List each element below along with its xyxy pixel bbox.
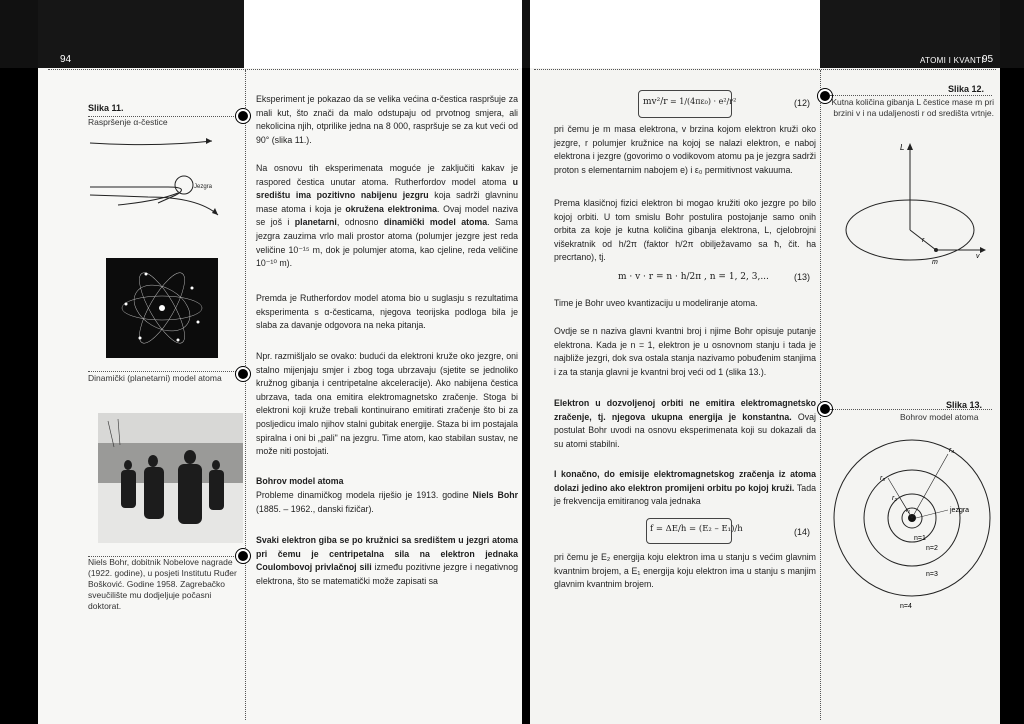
- bohr-orbits-diagram: [830, 432, 996, 612]
- paragraph-postulate-1: Svaki elektron giba se po kružnici sa središtem u jezgri atoma pri čemu je centripetalna sila na elektron jednaka Coulombovoj privlačnoj sili između pozitivne jezgre i negativnog elektrona, što se matematički može zapisati sa: [256, 535, 518, 586]
- left-page: [38, 0, 522, 724]
- arrow-head-1: [206, 138, 212, 144]
- label-nucleus: jezgra: [950, 507, 970, 514]
- scattering-diagram: [88, 135, 258, 245]
- alpha-track-1: [90, 141, 212, 145]
- right-page: [530, 0, 1000, 724]
- label-n2: n=2: [926, 545, 938, 552]
- bohr-photo: [98, 413, 243, 543]
- right-header-white: [530, 0, 820, 68]
- equation-12-number: (12): [794, 98, 811, 108]
- column-divider-right: [820, 70, 821, 720]
- label-r2: r₂: [892, 495, 898, 502]
- alpha-track-3: [90, 195, 218, 215]
- fig11-bullet: [236, 109, 250, 123]
- photo-bullet: [236, 549, 250, 563]
- fig12-rule: [830, 95, 992, 96]
- label-r3: r₃: [880, 475, 886, 482]
- label-m: m: [932, 259, 938, 266]
- fig11-caption: Raspršenje α-čestice: [88, 117, 168, 127]
- paragraph-quantum-number: Ovdje se n naziva glavni kvantni broj i njime Bohr opisuje putanje elektrona. Kada je n = 1, elektron je u osnovnom stanju i tada je najbliže jezgri, dok sva ostala stanja nazivamo pobuđenim stanjima i za ta stanja glavni je kvantni broj veći od 1 (slika 13.).: [554, 326, 816, 377]
- left-header-white: [244, 0, 522, 68]
- photo-caption: Niels Bohr, dobitnik Nobelove nagrade (1922. godine), u posjeti Institutu Ruđer Bošković. Godine 1958. Zagrebačko sveučilište mu dodjeljuje počasni doktorat.: [88, 557, 237, 611]
- equation-14: f = ΔE/h = (E₂ – E₁)/h: [650, 524, 743, 534]
- fig11-title: Slika 11.: [88, 103, 124, 113]
- label-n3: n=3: [926, 571, 938, 578]
- paragraph-bohr-intro: Probleme dinamičkog modela riješio je 1913. godine Niels Bohr (1885. – 1962., danski fizičar).: [256, 490, 518, 514]
- paragraph-orbits: Prema klasičnoj fizici elektron bi mogao kružiti oko jezgre po bilo kojoj orbiti. U tom smislu Bohr postulira postojanje samo onih orbita za koje je kutna količina gibanja elektrona, L, cjelobrojni višekratnik od h/2π (faktor h/2π obilježavamo sa ħ, čit. ha precrtano), tj.: [554, 198, 816, 263]
- paragraph-rutherford: Na osnovu tih eksperimenata moguće je zaključiti kakav je raspored čestica unutar atoma. Rutherfordov model atoma u središtu ima pozitivno nabijenu jezgru koja sadrži glavninu mase atoma i koja je okružena elektronima. Ovaj model naziva se još i planetarni, odnosno dinamički model atoma. Sama jezgra zauzima vrlo mali prostor atoma (polumjer jezgre jest reda veličine 10⁻¹⁵ m, dok je polumjer atoma, kao cjeline, reda veličine 10⁻¹⁰ m).: [256, 163, 518, 269]
- label-n4: n=4: [900, 603, 912, 610]
- nucleus-label: Jezgra: [194, 184, 213, 190]
- planetary-model-image: [106, 258, 218, 358]
- label-L: L: [900, 143, 905, 152]
- paragraph-npr: Npr. razmišljalo se ovako: budući da elektroni kruže oko jezgre, oni stalno mijenjaju smjer i zbog toga ubrzavaju (sjetite se jednoliko kružnog gibanja i centripetalne akceleracije). Ako nabijena čestica ubrzava, tada ona emitira elektromagnetsko zračenje. Stoga bi elektroni koji kruže trebali kontinuirano emitirati zračenje što bi za posljedicu imalo njihov stalni gubitak energije. Staza bi im postajala spiralna i oni bi „pali" na jezgru. Time atom, kao stabilan sustav, ne može niti postojati.: [256, 351, 518, 457]
- equation-13-number: (13): [794, 272, 811, 282]
- header-rule: [48, 69, 518, 70]
- page-number-left: 94: [60, 54, 72, 65]
- paragraph-postulate-3: I konačno, do emisije elektromagnetskog zračenja iz atoma dolazi jedino ako elektron promijeni orbitu po kojoj kruži. Tada je frekvencija emitiranog vala jednaka: [554, 469, 816, 507]
- paragraph-symbols: pri čemu je m masa elektrona, v brzina kojom elektron kruži oko jezgre, r polumjer kružnice na kojoj se nalazi elektron, e naboj elektrona i jezgre (govorimo o vodikovom atomu pa je jezgra sadrži proton s elementarnim nabojem e) i ε₀ permitivnost vakuuma.: [554, 124, 816, 175]
- fig12-title: Slika 12.: [948, 84, 985, 94]
- label-v: v: [976, 253, 980, 260]
- angular-momentum-diagram: [828, 138, 996, 268]
- planetary-caption: Dinamički (planetarni) model atoma: [88, 373, 222, 383]
- fig13-caption: Bohrov model atoma: [900, 412, 979, 422]
- nucleus-circle: [175, 176, 193, 194]
- equation-12-rhs: = 1/(4πε₀) · e²/r²: [670, 97, 737, 106]
- planetary-rule: [88, 371, 238, 372]
- running-head: ATOMI I KVANTI: [920, 56, 984, 65]
- page-number-right: 95: [982, 54, 994, 65]
- label-r1: r₁: [906, 508, 910, 514]
- alpha-track-4: [118, 193, 178, 205]
- header-rule-right: [534, 69, 996, 70]
- fig12-caption: Kutna količina gibanja L čestice mase m pri brzini v i na udaljenosti r od središta vrtnje.: [831, 97, 994, 118]
- equation-14-number: (14): [794, 527, 811, 537]
- label-r: r: [922, 237, 925, 244]
- equation-13: m · v · r = n · h/2π , n = 1, 2, 3,...: [618, 272, 769, 282]
- paragraph-postulate-2: Elektron u dozvoljenoj orbiti ne emitira elektromagnetsko zračenje, tj. njegova ukupna energija je konstantna. Ovaj postulat Bohr uvodi na osnovu eksperimenata koji su dokazali da su atomi stabilni.: [554, 398, 816, 449]
- paragraph-quantization: Time je Bohr uveo kvantizaciju u modeliranje atoma.: [554, 298, 758, 308]
- label-r4: r₄: [949, 447, 955, 454]
- paragraph-experiment: Eksperiment je pokazao da se velika većina α-čestica raspršuje za mali kut, što znači da malo odstupaju od prvotnog smjera, ali nekolicina njih, otprilike jedna na 8 000, raspršuje se za kut veći od 90° (slika 11.).: [256, 94, 518, 145]
- planetary-bullet: [236, 367, 250, 381]
- paragraph-energies: pri čemu je E₂ energija koju elektron ima u stanju s većim glavnim kvantnim brojem, a E₁ energija koju elektron ima u stanju s manjim glavnim kvantnim brojem.: [554, 552, 816, 590]
- paragraph-suglasje: Premda je Rutherfordov model atoma bio u suglasju s rezultatima eksperimenta s α-česticama, njegova teorijska podloga bila je slaba za davanje odgovora na neka pitanja.: [256, 293, 518, 331]
- fig13-title: Slika 13.: [946, 400, 983, 410]
- label-n1: n=1: [914, 535, 926, 542]
- equation-12-lhs: mv²/r: [643, 97, 668, 107]
- bohr-heading: Bohrov model atoma: [256, 476, 344, 486]
